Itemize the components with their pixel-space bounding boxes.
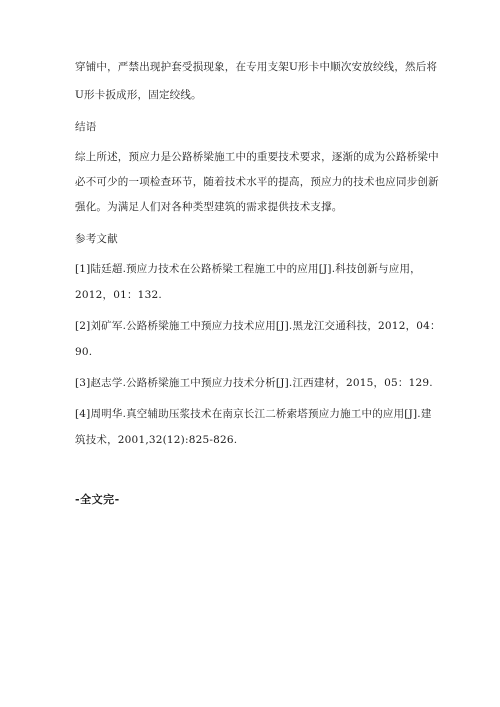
reference-4-line-1: [4]周明华.真空辅助压浆技术在南京长江二桥索塔预应力施工中的应用[J].建 — [75, 408, 432, 420]
reference-1-line-2: 2012，01：132. — [75, 289, 162, 301]
reference-2-line-2: 90. — [75, 346, 93, 358]
reference-1-line-1: [1]陆廷超.预应力技术在公路桥梁工程施工中的应用[J].科技创新与应用， — [75, 263, 421, 275]
references-heading: 参考文献 — [75, 233, 118, 245]
conclusion-line-1: 综上所述，预应力是公路桥梁施工中的重要技术要求，逐渐的成为公路桥梁中 — [75, 151, 439, 163]
end-mark: -全文完- — [75, 493, 120, 506]
conclusion-line-2: 必不可少的一项检查环节，随着技术水平的提高，预应力的技术也应同步创新 — [75, 176, 439, 188]
conclusion-line-3: 强化。为满足人们对各种类型建筑的需求提供技术支撑。 — [75, 201, 343, 213]
conclusion-heading: 结语 — [75, 121, 97, 133]
reference-4-line-2: 筑技术，2001,32(12):825-826. — [75, 434, 238, 446]
intro-line-1: 穿铺中，严禁出现护套受损现象，在专用支架U形卡中顺次安放绞线，然后将 — [75, 61, 438, 73]
reference-3-line-1: [3]赵志学.公路桥梁施工中预应力技术分析[J].江西建材，2015，05：129. — [75, 377, 433, 389]
intro-line-2: U形卡扳成形，固定绞线。 — [75, 89, 202, 101]
reference-2-line-1: [2]刘矿军.公路桥梁施工中预应力技术应用[J].黑龙江交通科技，2012，04： — [75, 320, 441, 332]
